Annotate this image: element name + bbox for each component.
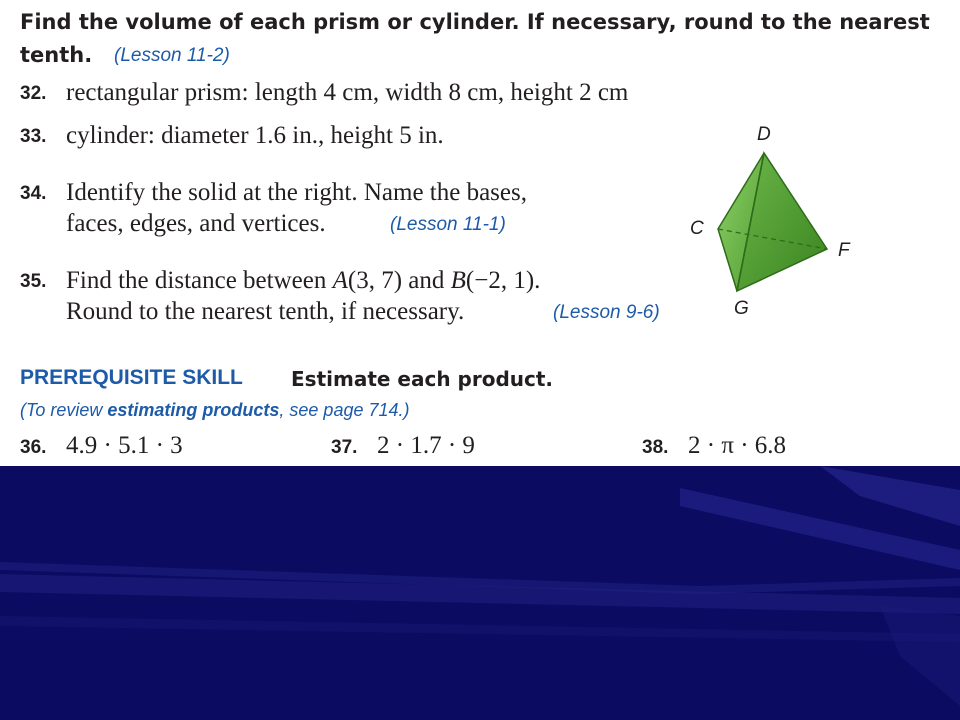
prerequisite-skill-label: PREREQUISITE SKILL xyxy=(20,366,243,389)
problem-number-34: 34. xyxy=(20,183,47,204)
product-expr-38: 2 · π · 6.8 xyxy=(688,432,787,459)
instructions-line-1: Find the volume of each prism or cylinder. If necessary, round to the nearest xyxy=(20,10,930,34)
tetrahedron-figure xyxy=(680,120,860,330)
lesson-ref-11-2: (Lesson 11-2) xyxy=(114,45,230,66)
instructions-line-2: tenth. xyxy=(20,43,93,67)
problem-number-35: 35. xyxy=(20,271,47,292)
slide-background-streaks xyxy=(0,466,960,720)
problem-text-35-line-2: Round to the nearest tenth, if necessary. xyxy=(66,298,465,325)
problem-text-32: rectangular prism: length 4 cm, width 8 cm, height 2 cm xyxy=(66,79,629,106)
problem-number-37: 37. xyxy=(331,437,358,458)
vertex-label-d: D xyxy=(757,124,771,145)
vertex-label-g: G xyxy=(734,298,749,319)
product-expr-36: 4.9 · 5.1 · 3 xyxy=(66,432,183,459)
lesson-ref-11-1: (Lesson 11-1) xyxy=(390,214,506,235)
product-expr-37: 2 · 1.7 · 9 xyxy=(377,432,475,459)
review-note-bold: estimating products xyxy=(107,400,280,420)
slide-background xyxy=(0,466,960,720)
lesson-ref-9-6: (Lesson 9-6) xyxy=(553,302,660,323)
vertex-label-f: F xyxy=(838,240,850,261)
problem-number-36: 36. xyxy=(20,437,47,458)
problem-text-35-line-1: Find the distance between A(3, 7) and B(−2, 1). xyxy=(66,267,541,294)
problem-text-34-line-1: Identify the solid at the right. Name the bases, xyxy=(66,179,527,206)
vertex-label-c: C xyxy=(690,218,704,239)
problem-text-34-line-2: faces, edges, and vertices. xyxy=(66,210,326,237)
problem-text-33: cylinder: diameter 1.6 in., height 5 in. xyxy=(66,122,444,149)
point-b-label: B xyxy=(450,267,466,294)
point-a-label: A xyxy=(332,267,348,294)
prerequisite-title: Estimate each product. xyxy=(291,367,554,391)
problem-number-32: 32. xyxy=(20,83,47,104)
problem-number-33: 33. xyxy=(20,126,47,147)
review-note: (To review estimating products, see page 714.) xyxy=(20,400,410,420)
problem-number-38: 38. xyxy=(642,437,669,458)
